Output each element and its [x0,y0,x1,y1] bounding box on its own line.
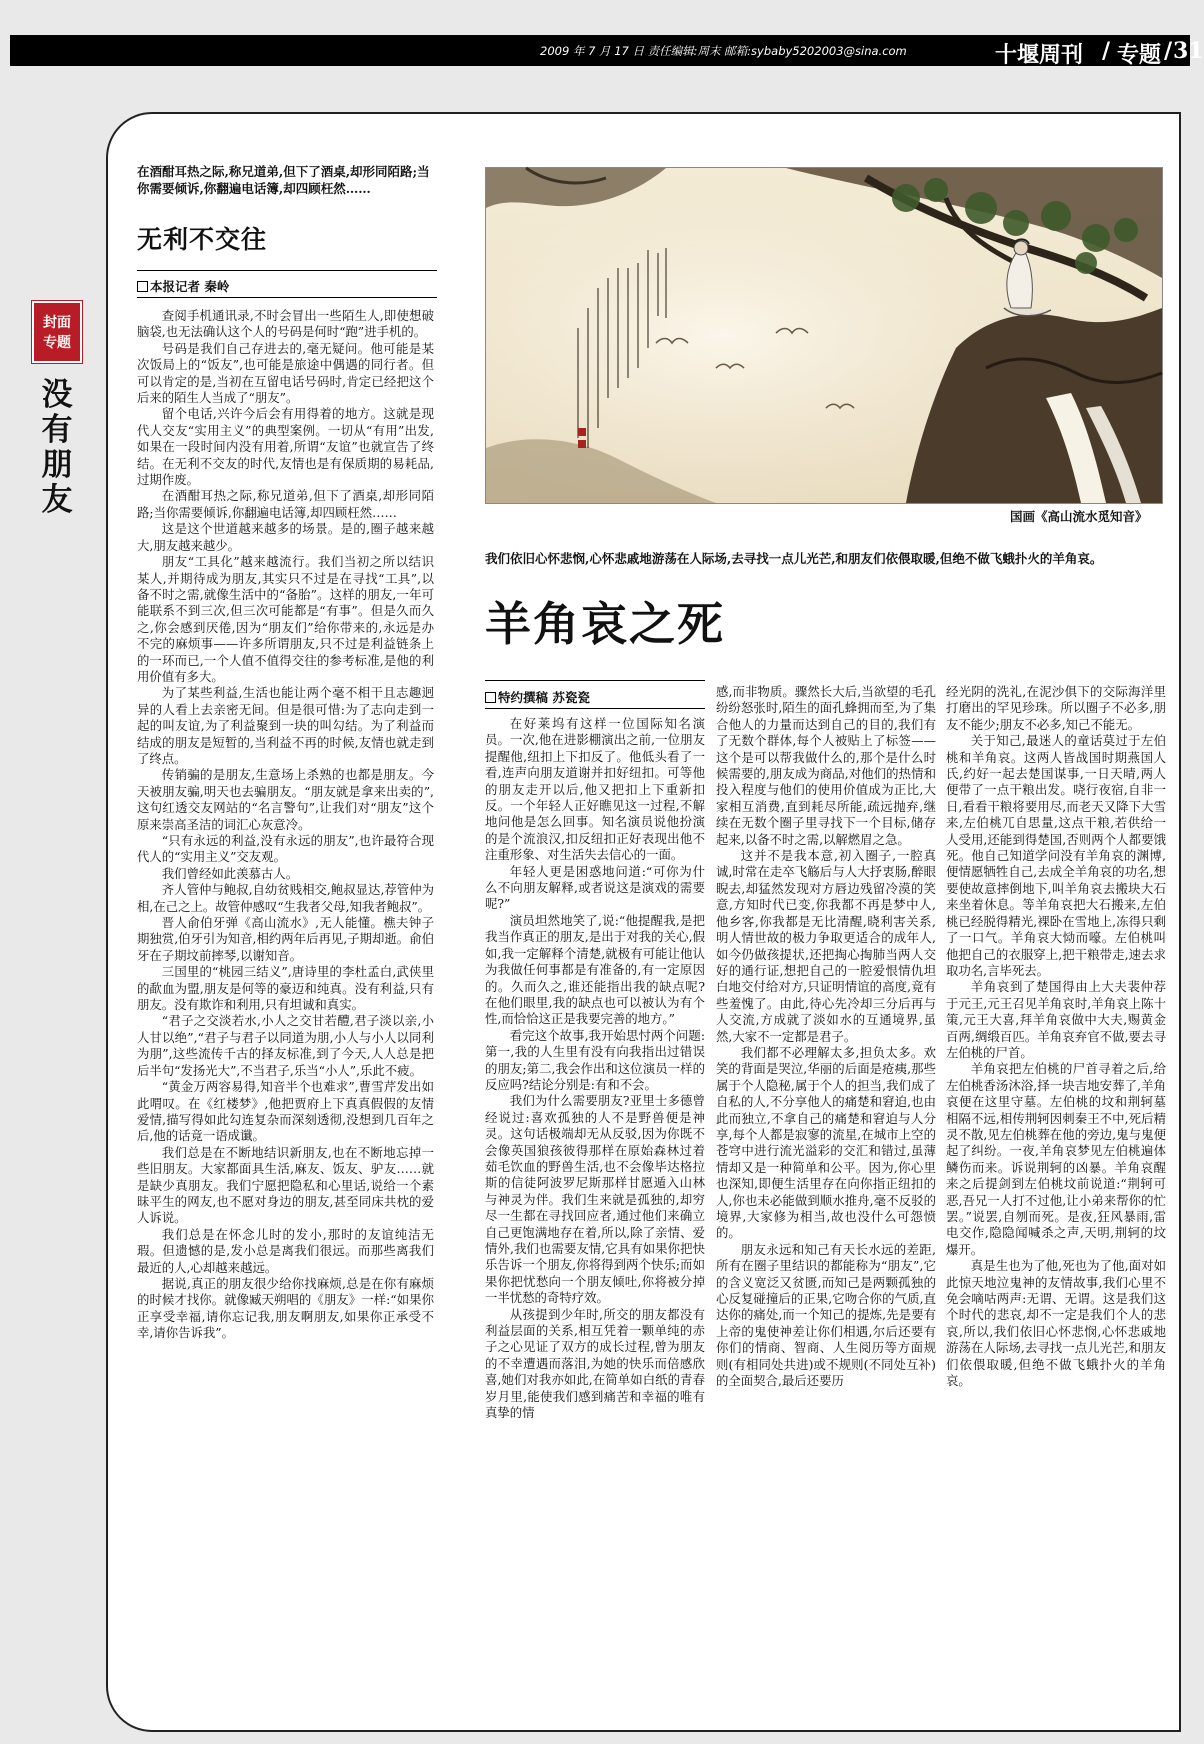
paragraph: 我们为什么需要朋友?亚里士多德曾经说过:喜欢孤独的人不是野兽便是神灵。这句话极端却无从反驳,因为你既不会像英国狼孩彼得那样在原始森林过着茹毛饮血的野兽生活,也不会像毕达格拉斯的信徒阿波罗尼斯那样甘愿遁入山林与神灵为伴。我们生来就是孤独的,却穷尽一生都在寻找回应者,通过他们来确立自己更饱满地存在着,所以,除了亲情、爱情外,我们也需要友情,它具有如果你把快乐告诉一个朋友,你将得到两个快乐;而如果你把忧愁向一个朋友倾吐,你将被分掉一半忧愁的奇特疗效。 [485,1093,705,1306]
section-name: 专题 [1117,42,1162,68]
paragraph: 朋友永远和知己有天长水远的差距,所有在圈子里结识的都能称为“朋友”,它的含义宽泛又贫匮,而知己是两颗孤独的心反复碰撞后的正果,它吻合你的气质,直达你的痛处,而一个知己的提炼,先是要有上帝的鬼使神差让你们相遇,尔后还要有你们的情商、智商、人生阅历等方面规则(有相同处共进)或不规则(不同处互补)的全面契合,最后还要历 [716,1241,936,1389]
paragraph: 关于知己,最迷人的童话莫过于左伯桃和羊角哀。这两人皆战国时期燕国人氏,约好一起去楚国谋事,一日天晴,两人便带了一点干粮出发。哓行夜宿,自非一日,看看干粮将要用尽,而老天又降下大雪来,左伯桃兀自思量,这点干粮,若供给一人受用,还能到得楚国,否则两个人都要饿死。他自己知道学问没有羊角哀的渊博,便情愿牺牲自己,去成全羊角哀的功名,想要使故意摔倒地下,叫羊角哀去搬块大石来坐着休息。等羊角哀把大石搬来,左伯桃已经脱得精光,裸卧在雪地上,冻得只剩了一口气。羊角哀大恸而嚎。左伯桃叫他把自己的衣服穿上,把干粮带走,速去求取功名,言毕死去。 [946,733,1166,978]
article2-column-1 [485,716,705,1421]
article1-byline-text: 本报记者 秦岭 [150,279,230,294]
cover-topic-stamp [32,301,82,363]
stamp-line-2: 专题 [43,335,71,351]
article2-rule-top [485,680,705,681]
article1-byline [137,277,229,295]
byline-square-icon [485,692,496,703]
paragraph: 这是这个世道越来越多的场景。是的,圈子越来越大,朋友越来越少。 [137,521,434,553]
paragraph: 从孩提到少年时,所交的朋友都没有利益层面的关系,相互凭着一颗单纯的赤子之心见证了双方的成长过程,曾为朋友的不幸遭遇而落泪,为她的快乐而倍感欣喜,她们对我亦如此,在简单如白纸的青春岁月里,能使我们感到痛苦和幸福的唯有真挚的情 [485,1306,705,1421]
paragraph: 据说,真正的朋友很少给你找麻烦,总是在你有麻烦的时候才找你。就像臧天朔唱的《朋友》一样:“如果你正享受幸福,请你忘记我,朋友啊朋友,如果你正承受不幸,请你告诉我”。 [137,1275,434,1341]
paragraph: 号码是我们自己存进去的,毫无疑问。他可能是某次饭局上的“饭友”,也可能是旅途中偶遇的同行者。但可以肯定的是,当初在互留电话号码时,肯定已经把这个后来的陌生人当成了“朋友”。 [137,340,434,406]
paragraph: 齐人管仲与鲍叔,自幼贫贱相交,鲍叔显达,荐管仲为相,在己之上。故管仲感叹“生我者父母,知我者鲍叔”。 [137,882,434,914]
page-number: 31 [1173,38,1204,64]
paragraph: 为了某些利益,生活也能让两个毫不相干且志趣迥异的人看上去亲密无间。但是很可惜:为了志向走到一起的叫友谊,为了利益聚到一块的叫勾结。为了利益而结成的朋友是短暂的,当利益不再的时候,友情也就走到了终点。 [137,685,434,766]
article2-column-3 [946,684,1166,1389]
paragraph: 演员坦然地笑了,说:“他提醒我,是把我当作真正的朋友,是出于对我的关心,假如,我一定解释个清楚,就极有可能让他认为我做任何事都是有准备的,有一定原因的。久而久之,谁还能指出我的缺点呢?在他们眼里,我的缺点也可以被认为有个性,而恰恰这正是我要完善的地方。” [485,912,705,1027]
page-header [10,35,1204,68]
paragraph: 我们曾经如此羡慕古人。 [161,865,299,881]
stamp-line-1: 封面 [43,315,71,331]
paragraph: 我们总是在怀念儿时的发小,那时的友谊纯洁无瑕。但遗憾的是,发小总是离我们很远。而那些离我们最近的人,心却越来越远。 [137,1226,434,1275]
page-separator: / [1164,38,1173,64]
painting-caption: 国画《高山流水觅知音》 [1010,509,1148,524]
header-info: 2009 年 7 月 17 日 责任编辑:周末 邮箱:sybaby5202003@sina.com [540,44,907,58]
paragraph: 羊角哀到了楚国得由上大夫裴仲荐于元王,元王召见羊角哀时,羊角哀上陈十策,元王大喜,拜羊角哀做中大夫,赐黄金百两,绸缎百匹。羊角哀弃官不做,要去寻左伯桃的尸首。 [946,979,1166,1060]
paragraph: 年轻人更是困惑地问道:“可你为什么不向朋友解释,或者说这是演戏的需要呢?” [485,863,705,912]
article2-rule-bottom [485,708,705,709]
paragraph: 我们总是在不断地结识新朋友,也在不断地忘掉一些旧朋友。大家都面具生活,麻友、饭友、驴友……就是缺少真朋友。我们宁愿把隐私和心里话,说给一个素昧平生的网友,也不愿对身边的朋友,甚至同床共枕的爱人诉说。 [137,1144,434,1226]
paragraph: 看完这个故事,我开始思忖两个问题:第一,我的人生里有没有向我指出过错误的朋友;第二,我会作出和这位演员一样的反应吗?结论分别是:有和不会。 [485,1027,705,1092]
article1-body [137,308,434,1342]
paragraph: 经光阴的洗礼,在泥沙俱下的交际海洋里打磨出的罕见珍珠。所以圈子不必多,朋友不能少;朋友不必多,知己不能无。 [946,684,1166,732]
paragraph: 感,而非物质。骤然长大后,当欲望的毛孔纷纷怒张时,陌生的面孔蜂拥而至,为了集合他人的力量而达到自己的目的,我们有了无数个群体,每个人被贴上了标签——这个是可以帮我做什么的,那个是什么时候需要的,朋友成为商品,对他们的热情和投入程度与他们的使用价值成为正比,大家相互消费,直到耗尽所能,疏远抛弃,继续在无数个圈子里寻找下一个目标,储存起来,以备不时之需,以解燃眉之急。 [716,684,936,847]
article1-title: 无利不交往 [137,225,268,254]
article2-byline [485,688,590,706]
masthead-brand: 十堰周刊 [995,42,1084,68]
paragraph: 查阅手机通讯录,不时会冒出一些陌生人,即使想破脑袋,也无法确认这个人的号码是何时“跑”进手机的。 [137,308,434,340]
paragraph: 在酒酣耳热之际,称兄道弟,但下了酒桌,却形同陌路;当你需要倾诉,你翻遍电话簿,却四顾枉然…… [137,488,434,520]
article1-lead: 在酒酣耳热之际,称兄道弟,但下了酒桌,却形同陌路;当你需要倾诉,你翻遍电话簿,却四顾枉然…… [137,164,430,196]
paragraph: 传销骗的是朋友,生意场上杀熟的也都是朋友。今天被朋友骗,明天也去骗朋友。“朋友就是拿来出卖的”,这句红透交友网站的“名言警句”,让我们对“朋友”这个原来崇高圣洁的词汇心灰意冷。 [137,767,434,832]
paragraph: 羊角哀把左伯桃的尸首寻着之后,给左伯桃香汤沐浴,择一块吉地安葬了,羊角哀便在这里守墓。左伯桃的坟和荆轲墓相隔不远,相传荆轲因刺秦王不中,死后精灵不散,见左伯桃葬在他的旁边,鬼与鬼便起了纠纷。一夜,羊角哀梦见左伯桃遍体鳞伤而来。诉说荆轲的凶暴。羊角哀醒来之后提剑到左伯桃坟前说道:“荆轲可恶,吾兄一人打不过他,让小弟来帮你的忙罢。”说罢,自刎而死。是夜,狂风暴雨,雷电交作,隐隐闻喊杀之声,天明,荆轲的坟爆开。 [946,1061,1166,1257]
paragraph: “黄金万两容易得,知音半个也难求”,曹雪芹发出如此喟叹。在《红楼梦》,他把贾府上下真真假假的友情爱情,描写得如此勾连复杂而深刻透彻,没想到几百年之后,他的话竟一语成谶。 [137,1079,434,1144]
paragraph: 留个电话,兴许今后会有用得着的地方。这就是现代人交友“实用主义”的典型案例。一切从“有用”出发,如果在一段时间内没有用着,所谓“友谊”也就宣告了终结。在无利不交友的时代,友情也是有保质期的易耗品,过期作废。 [137,406,434,488]
paragraph: 三国里的“桃园三结义”,唐诗里的李杜孟白,武侠里的歃血为盟,朋友是何等的豪迈和纯真。没有利益,只有朋友。没有欺诈和利用,只有坦诚和真实。 [137,964,434,1013]
header-separator: / [1102,38,1111,64]
vertical-topic-title: 没有朋友 [41,377,73,518]
painting-image [485,167,1163,504]
paragraph: “只有永远的利益,没有永远的朋友”,也许最符合现代人的“实用主义”交友观。 [137,833,434,865]
article2-column-2 [716,684,936,1389]
paragraph: “君子之交淡若水,小人之交甘若醴,君子淡以亲,小人甘以绝”,“君子与君子以同道为朋,小人与小人以同利为朋”,这些流传千古的择友标准,到了今天,人人总是把后半句“发扬光大”,不当君子,乐当“小人”,乐此不疲。 [137,1013,434,1078]
paragraph: 这并不是我本意,初入圈子,一腔真诚,时常在走卒飞觞后与人大抒衷肠,醉眼睨去,却猛然发现对方唇边残留冷漠的笑意,方知时代已变,你我都不再是梦中人,他乡客,你我都是无比清醒,晓利害关系,明人情世故的极力争取更适合的成年人,如今仍做孩提状,还把掏心掏肺当两人交好的通行证,想把自己的一腔爱恨情仇坦白地交付给对方,只证明情谊的高度,竟有些羞愧了。由此,待心先冷却三分后再与人交流,方成就了淡如水的互通境界,虽然,大家不一定都是君子。 [716,848,936,1044]
paragraph: 真是生也为了他,死也为了他,面对如此惊天地泣鬼神的友情故事,我们心里不免会嘀咕两声:无谓、无谓。这是我们这个时代的悲哀,却不一定是我们个人的悲哀,所以,我们依旧心怀悲悯,心怀悲戚地游荡在人际场,去寻找一点儿光芒,和朋友们依偎取暖,但绝不做飞蛾扑火的羊角哀。 [946,1258,1166,1389]
paragraph: 我们都不必理解太多,担负太多。欢笑的背面是哭泣,华丽的后面是疮痍,那些属于个人隐秘,属于个人的担当,我们成了自私的人,不分享他人的痛楚和窘迫,也由此而独立,不拿自己的痛楚和窘迫与人分享,每个人都是寂寥的流星,在城市上空的苍穹中进行流光溢彩的交汇和错过,虽薄情却又是一种简单和公平。因为,你心里也深知,即便生活里存在向你指正纽扣的人,你也未必能做到顺水推舟,毫不反驳的境界,大家修为相当,故也没什么可怨愤的。 [716,1044,936,1241]
paragraph: 朋友“工具化”越来越流行。我们当初之所以结识某人,并期待成为朋友,其实只不过是在寻找“工具”,以备不时之需,就像生活中的“备胎”。这样的朋友,一年可能联系不到三次,但三次可能都是“有事”。但是久而久之,你会感到厌倦,因为“朋友们”给你带来的,永远是办不完的麻烦事——许多所谓朋友,只不过是利益链条上的一环而已,一个人值不值得交往的参考标准,是他的利用价值有多大。 [137,554,434,684]
paragraph: 晋人俞伯牙弹《高山流水》,无人能懂。樵夫钟子期独赏,伯牙引为知音,相约两年后再见,子期却逝。俞伯牙在子期坟前摔琴,以谢知音。 [137,915,434,963]
article1-rule-bottom [137,297,437,298]
article1-rule-top [137,270,437,271]
article2-title: 羊角哀之死 [485,597,725,651]
byline-square-icon [137,281,148,292]
article2-lead: 我们依旧心怀悲悯,心怀悲戚地游荡在人际场,去寻找一点儿光芒,和朋友们依偎取暖,但绝不做飞蛾扑火的羊角哀。 [485,551,1103,566]
paragraph: 在好莱坞有这样一位国际知名演员。一次,他在进影棚演出之前,一位朋友提醒他,纽扣上下扣反了。他低头看了一看,连声向朋友道谢并扣好纽扣。可等他的朋友走开以后,他又把扣上下重新扣反。一个年轻人正好瞧见这一过程,不解地问他是怎么回事。知名演员说他扮演的是个流浪汉,扣反纽扣正好表现出他不注重形象、对生活失去信心的一面。 [485,716,705,863]
article2-byline-text: 特约撰稿 苏瓷瓷 [498,690,590,705]
